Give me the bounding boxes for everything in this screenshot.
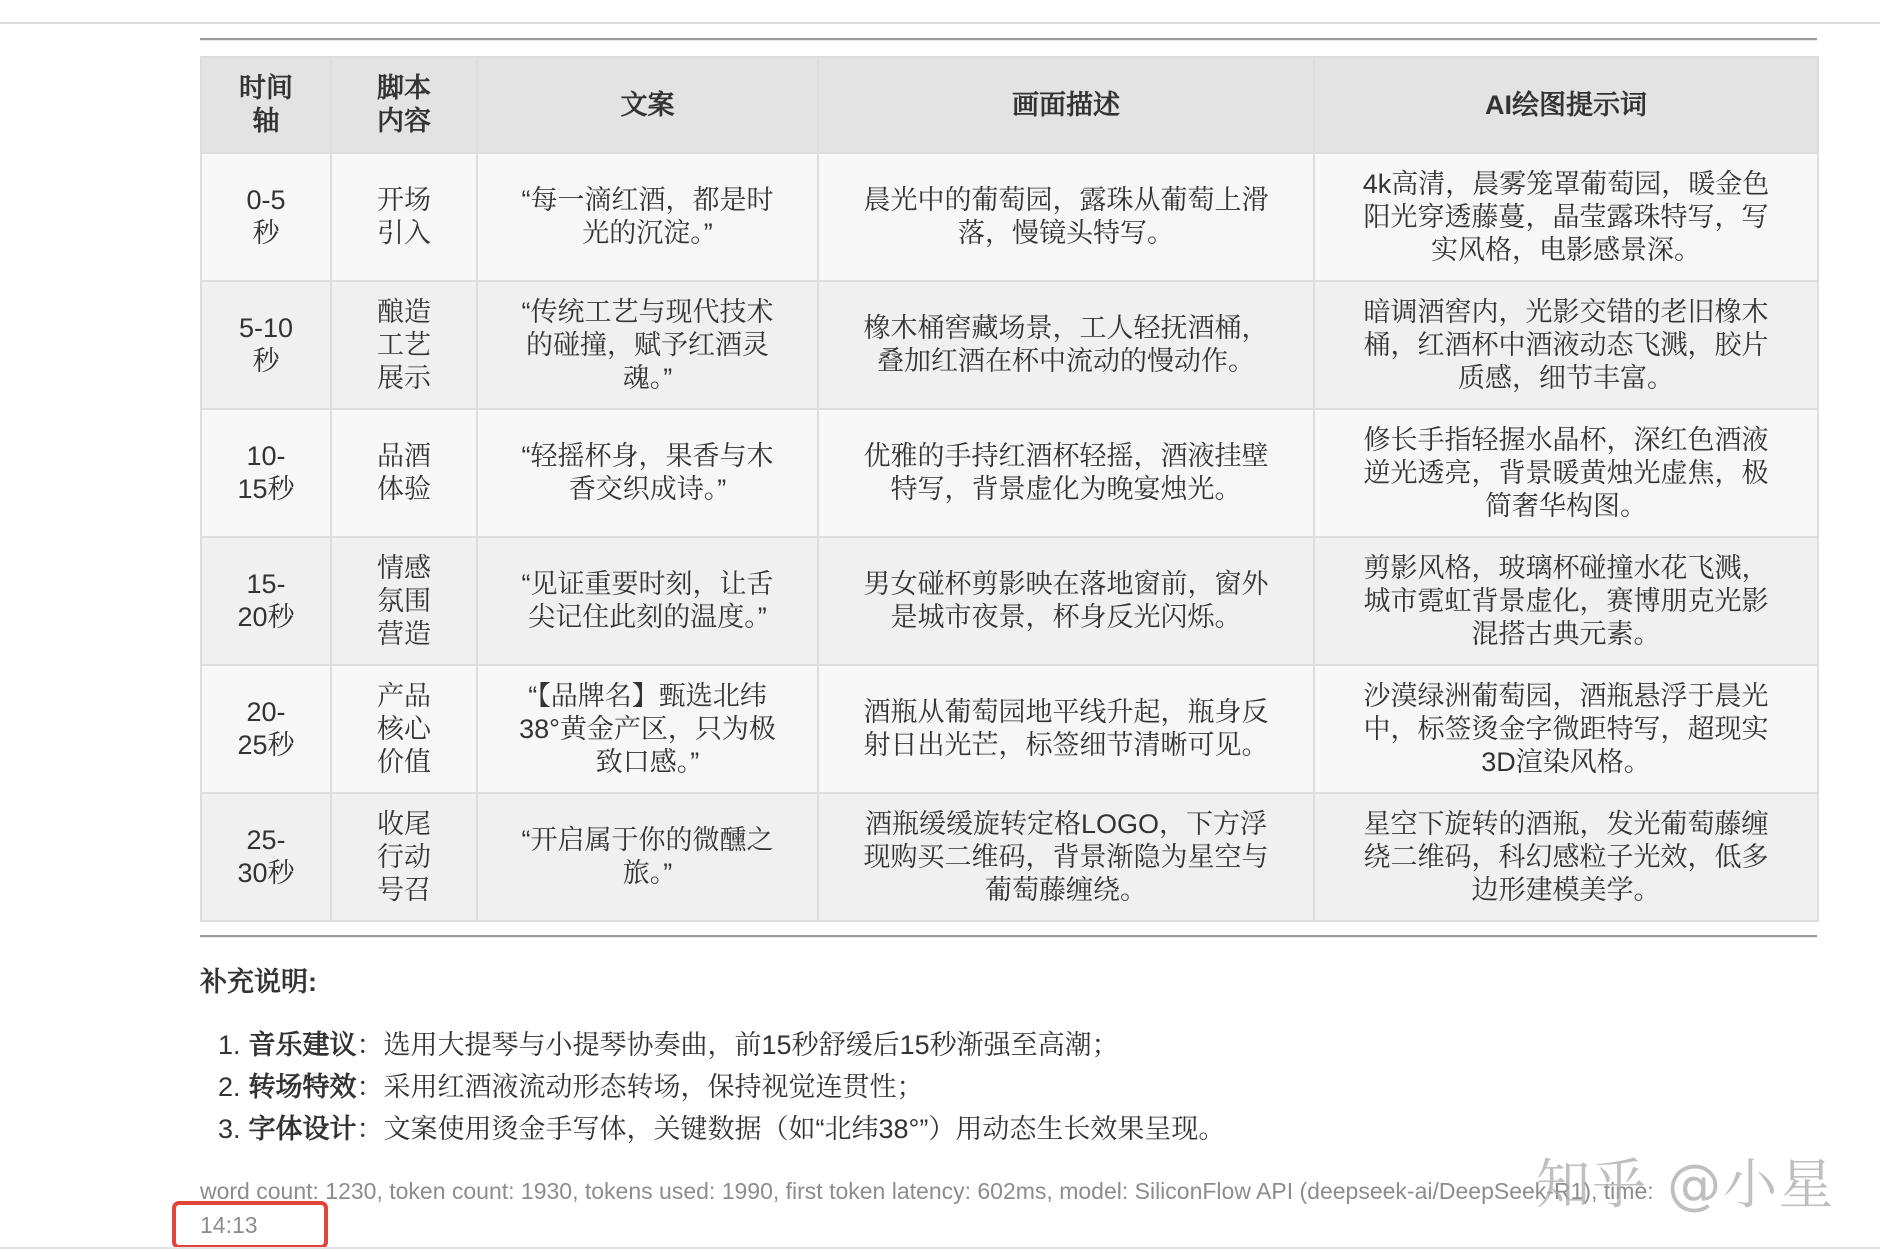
- table-row: [201, 281, 1818, 409]
- cell-scene: 酒瓶缓缓旋转定格LOGO，下方浮现购买二维码，背景渐隐为星空与葡萄藤缠绕。: [818, 793, 1314, 921]
- list-item: 3. 字体设计：文案使用烫金手写体，关键数据（如“北纬38°”）用动态生长效果呈现。: [218, 1114, 1226, 1144]
- cell-scene: 橡木桶窖藏场景，工人轻抚酒桶，叠加红酒在杯中流动的慢动作。: [818, 281, 1314, 409]
- cell-time: 0-5 秒: [201, 153, 331, 281]
- cell-prompt: 剪影风格，玻璃杯碰撞水花飞溅，城市霓虹背景虚化，赛博朋克光影混搭古典元素。: [1314, 537, 1818, 665]
- header-ai-prompt: AI绘图提示词: [1314, 57, 1818, 153]
- notes-list: [218, 1024, 1225, 1150]
- cell-prompt: 沙漠绿洲葡萄园，酒瓶悬浮于晨光中，标签烫金字微距特写，超现实3D渲染风格。: [1314, 665, 1818, 793]
- generation-stats: word count: 1230, token count: 1930, tokens used: 1990, first token latency: 602ms, model: SiliconFlow API (deepseek-ai/DeepSeek-R1), time:: [200, 1178, 1654, 1204]
- cell-time: 25- 30秒: [201, 793, 331, 921]
- bottom-divider: [0, 1247, 1880, 1249]
- cell-scene: 优雅的手持红酒杯轻摇，酒液挂壁特写，背景虚化为晚宴烛光。: [818, 409, 1314, 537]
- cell-prompt: 暗调酒窖内，光影交错的老旧橡木桶，红酒杯中酒液动态飞溅，胶片质感，细节丰富。: [1314, 281, 1818, 409]
- horizontal-rule-bottom: [200, 935, 1817, 938]
- cell-prompt: 4k高清，晨雾笼罩葡萄园，暖金色阳光穿透藤蔓，晶莹露珠特写，写实风格，电影感景深。: [1314, 153, 1818, 281]
- table-row: [201, 409, 1818, 537]
- video-script-table: [200, 56, 1819, 922]
- note-label: 音乐建议: [248, 1030, 357, 1060]
- cell-time: 15- 20秒: [201, 537, 331, 665]
- cell-copy: “每一滴红酒，都是时光的沉淀。”: [477, 153, 818, 281]
- cell-copy: “开启属于你的微醺之旅。”: [477, 793, 818, 921]
- note-label: 字体设计: [248, 1114, 357, 1144]
- horizontal-rule-top: [200, 38, 1817, 41]
- cell-prompt: 修长手指轻握水晶杯，深红色酒液逆光透亮，背景暖黄烛光虚焦，极简奢华构图。: [1314, 409, 1818, 537]
- cell-time: 5-10 秒: [201, 281, 331, 409]
- header-scene-description: 画面描述: [818, 57, 1314, 153]
- note-label: 转场特效: [248, 1072, 357, 1102]
- note-text: 采用红酒液流动形态转场，保持视觉连贯性；: [383, 1072, 924, 1102]
- cell-time: 20- 25秒: [201, 665, 331, 793]
- cell-copy: “传统工艺与现代技术的碰撞，赋予红酒灵魂。”: [477, 281, 818, 409]
- header-script-content: 脚本 内容: [331, 57, 477, 153]
- top-divider: [0, 22, 1880, 24]
- cell-scene: 男女碰杯剪影映在落地窗前，窗外是城市夜景，杯身反光闪烁。: [818, 537, 1314, 665]
- list-item: 1. 音乐建议：选用大提琴与小提琴协奏曲，前15秒舒缓后15秒渐强至高潮；: [218, 1030, 1119, 1060]
- table-row: [201, 793, 1818, 921]
- cell-scene: 晨光中的葡萄园，露珠从葡萄上滑落，慢镜头特写。: [818, 153, 1314, 281]
- note-text: 文案使用烫金手写体，关键数据（如“北纬38°”）用动态生长效果呈现。: [383, 1114, 1226, 1144]
- cell-copy: “轻摇杯身，果香与木香交织成诗。”: [477, 409, 818, 537]
- notes-heading: 补充说明:: [200, 967, 317, 997]
- cell-part: 收尾 行动 号召: [331, 793, 477, 921]
- cell-part: 产品 核心 价值: [331, 665, 477, 793]
- cell-part: 品酒 体验: [331, 409, 477, 537]
- table-header-row: [201, 57, 1818, 153]
- header-timeline: 时间 轴: [201, 57, 331, 153]
- cell-prompt: 星空下旋转的酒瓶，发光葡萄藤缠绕二维码，科幻感粒子光效，低多边形建模美学。: [1314, 793, 1818, 921]
- table-row: [201, 537, 1818, 665]
- cell-part: 开场 引入: [331, 153, 477, 281]
- note-text: 选用大提琴与小提琴协奏曲，前15秒舒缓后15秒渐强至高潮；: [383, 1030, 1119, 1060]
- header-copy: 文案: [477, 57, 818, 153]
- table-row: [201, 665, 1818, 793]
- generation-time: 14:13: [200, 1212, 258, 1238]
- cell-scene: 酒瓶从葡萄园地平线升起，瓶身反射日出光芒，标签细节清晰可见。: [818, 665, 1314, 793]
- cell-part: 情感 氛围 营造: [331, 537, 477, 665]
- cell-copy: “【品牌名】甄选北纬38°黄金产区，只为极致口感。”: [477, 665, 818, 793]
- cell-time: 10- 15秒: [201, 409, 331, 537]
- watermark: 知乎 @小星: [1536, 1153, 1836, 1216]
- cell-part: 酿造 工艺 展示: [331, 281, 477, 409]
- cell-copy: “见证重要时刻，让舌尖记住此刻的温度。”: [477, 537, 818, 665]
- list-item: 2. 转场特效：采用红酒液流动形态转场，保持视觉连贯性；: [218, 1072, 924, 1102]
- table-row: [201, 153, 1818, 281]
